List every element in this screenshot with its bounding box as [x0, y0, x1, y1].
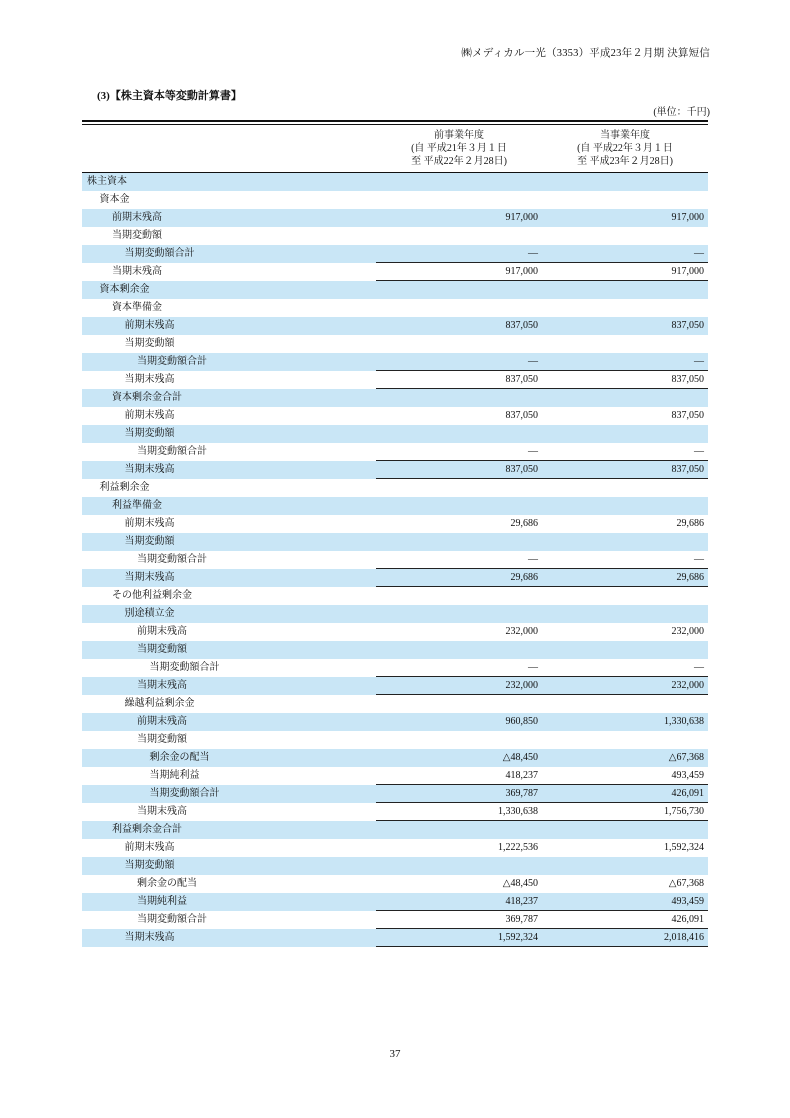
- value-current-year: [542, 389, 708, 407]
- value-previous-year: [376, 641, 542, 659]
- value-current-year: △67,368: [668, 751, 704, 763]
- value-previous-year: △48,450: [502, 751, 538, 763]
- row-label: 株主資本: [87, 175, 127, 187]
- table-row: [82, 857, 708, 875]
- row-values: [376, 371, 708, 389]
- table-row: [82, 191, 708, 209]
- value-previous-year: 1,222,536: [498, 841, 538, 853]
- row-values: [376, 695, 708, 713]
- value-previous-year: 1,330,638: [498, 805, 538, 817]
- row-values: [376, 911, 708, 929]
- table-row: [82, 443, 708, 461]
- table-row: [82, 605, 708, 623]
- table-row: [82, 299, 708, 317]
- row-label: 当期末残高: [124, 463, 175, 475]
- row-values: [376, 677, 708, 695]
- row-label: 当期変動額合計: [137, 913, 207, 925]
- row-label: 前期末残高: [137, 715, 187, 727]
- row-values: [376, 209, 708, 227]
- table-row: [82, 569, 708, 587]
- value-previous-year: 917,000: [505, 265, 538, 277]
- value-current-year: 837,050: [671, 373, 704, 385]
- row-label: 当期末残高: [137, 679, 187, 691]
- value-current-year: 2,018,416: [664, 931, 704, 943]
- row-values: [376, 587, 708, 605]
- row-values: [376, 227, 708, 245]
- value-previous-year: ―: [528, 355, 538, 367]
- table-row: [82, 371, 708, 389]
- document-header: ㈱メディカル一光（3353）平成23年２月期 決算短信: [461, 48, 710, 59]
- table-row: [82, 245, 708, 263]
- value-current-year: [542, 587, 708, 605]
- value-current-year: ―: [694, 661, 704, 673]
- value-previous-year: 29,686: [510, 517, 538, 529]
- row-label: 当期変動額合計: [149, 661, 220, 673]
- row-label: 前期末残高: [112, 211, 162, 223]
- table-row: [82, 335, 708, 353]
- value-current-year: ―: [694, 445, 704, 457]
- value-previous-year: 837,050: [505, 463, 538, 475]
- value-previous-year: 917,000: [505, 211, 538, 223]
- value-current-year: 1,330,638: [664, 715, 704, 727]
- column-header-previous-year: [376, 129, 542, 168]
- column-header-current-year: [542, 129, 708, 168]
- value-current-year: 426,091: [671, 787, 704, 799]
- row-values: [376, 515, 708, 533]
- row-label: 当期末残高: [112, 265, 162, 277]
- value-current-year: [542, 281, 708, 299]
- value-previous-year: 29,686: [510, 571, 538, 583]
- value-previous-year: [376, 695, 542, 713]
- value-current-year: 232,000: [671, 679, 704, 691]
- value-current-year: 426,091: [671, 913, 704, 925]
- value-current-year: 29,686: [676, 517, 704, 529]
- row-values: [376, 731, 708, 749]
- row-values: [376, 245, 708, 263]
- row-label: 資本準備金: [112, 301, 162, 313]
- value-previous-year: [376, 587, 542, 605]
- row-label: 当期純利益: [137, 895, 187, 907]
- table-row: [82, 587, 708, 605]
- table-row: [82, 407, 708, 425]
- row-label: 前期末残高: [124, 517, 175, 529]
- table-row: [82, 731, 708, 749]
- value-current-year: [542, 641, 708, 659]
- row-label: 当期変動額合計: [137, 445, 207, 457]
- row-label: その他利益剰余金: [112, 589, 192, 601]
- column-title: 前事業年度: [434, 129, 484, 141]
- value-current-year: 232,000: [671, 625, 704, 637]
- row-label: 当期変動額: [112, 229, 162, 241]
- value-previous-year: [376, 497, 542, 515]
- row-values: [376, 497, 708, 515]
- row-label: 当期末残高: [124, 373, 175, 385]
- value-current-year: 837,050: [671, 319, 704, 331]
- table-row: [82, 209, 708, 227]
- row-label: 前期末残高: [124, 409, 175, 421]
- value-previous-year: ―: [528, 553, 538, 565]
- row-label: 当期末残高: [124, 571, 175, 583]
- row-values: [376, 803, 708, 821]
- value-previous-year: 837,050: [505, 409, 538, 421]
- section-title: (3)【株主資本等変動計算書】: [97, 90, 242, 102]
- table-row: [82, 821, 708, 839]
- row-values: [376, 641, 708, 659]
- row-values: [376, 749, 708, 767]
- value-current-year: [542, 299, 708, 317]
- value-previous-year: 837,050: [505, 319, 538, 331]
- table-row: [82, 173, 708, 191]
- value-current-year: △67,368: [668, 877, 704, 889]
- value-previous-year: 418,237: [505, 895, 538, 907]
- value-previous-year: [376, 533, 542, 551]
- value-current-year: [542, 533, 708, 551]
- row-values: [376, 353, 708, 371]
- table-row: [82, 659, 708, 677]
- row-values: [376, 479, 708, 497]
- value-current-year: 1,756,730: [664, 805, 704, 817]
- row-values: [376, 659, 708, 677]
- row-label: 当期変動額: [137, 643, 187, 655]
- row-values: [376, 425, 708, 443]
- row-label: 当期変動額合計: [137, 355, 207, 367]
- value-previous-year: [376, 299, 542, 317]
- table-row: [82, 641, 708, 659]
- table-row: [82, 839, 708, 857]
- row-label: 前期末残高: [124, 841, 175, 853]
- row-label: 利益準備金: [112, 499, 162, 511]
- table-header-row: [82, 125, 708, 173]
- value-current-year: ―: [694, 355, 704, 367]
- row-label: 当期純利益: [149, 769, 200, 781]
- row-values: [376, 533, 708, 551]
- table-row: [82, 353, 708, 371]
- value-previous-year: 369,787: [505, 787, 538, 799]
- value-previous-year: [376, 389, 542, 407]
- row-label: 利益剰余金: [99, 481, 150, 493]
- value-previous-year: [376, 821, 542, 839]
- column-title: 当事業年度: [600, 129, 650, 141]
- row-label: 当期変動額: [124, 427, 175, 439]
- value-previous-year: ―: [528, 247, 538, 259]
- value-current-year: [542, 731, 708, 749]
- table-row: [82, 389, 708, 407]
- value-current-year: 1,592,324: [664, 841, 704, 853]
- table-row: [82, 785, 708, 803]
- value-previous-year: 232,000: [505, 679, 538, 691]
- value-previous-year: ―: [528, 445, 538, 457]
- row-values: [376, 407, 708, 425]
- row-label: 資本金: [99, 193, 130, 205]
- row-label: 当期変動額合計: [137, 553, 207, 565]
- row-values: [376, 857, 708, 875]
- table-row: [82, 425, 708, 443]
- value-current-year: [542, 479, 708, 497]
- row-label: 当期変動額: [124, 859, 175, 871]
- table-row: [82, 551, 708, 569]
- equity-change-statement-table: [82, 120, 708, 947]
- row-label: 剰余金の配当: [137, 877, 197, 889]
- value-current-year: [542, 425, 708, 443]
- row-label: 資本剰余金合計: [112, 391, 182, 403]
- value-current-year: 493,459: [671, 769, 704, 781]
- value-current-year: 29,686: [676, 571, 704, 583]
- value-current-year: [542, 191, 708, 209]
- row-label: 当期変動額合計: [149, 787, 220, 799]
- value-current-year: [542, 605, 708, 623]
- row-label: 繰越利益剰余金: [124, 697, 195, 709]
- table-row: [82, 677, 708, 695]
- table-row: [82, 515, 708, 533]
- value-previous-year: 232,000: [505, 625, 538, 637]
- value-current-year: ―: [694, 247, 704, 259]
- row-label: 当期末残高: [137, 805, 187, 817]
- table-row: [82, 695, 708, 713]
- value-previous-year: 418,237: [505, 769, 538, 781]
- row-label: 資本剰余金: [99, 283, 150, 295]
- value-current-year: [542, 695, 708, 713]
- row-values: [376, 443, 708, 461]
- table-row: [82, 227, 708, 245]
- row-label: 前期末残高: [137, 625, 187, 637]
- row-values: [376, 569, 708, 587]
- value-previous-year: ―: [528, 661, 538, 673]
- row-values: [376, 299, 708, 317]
- row-values: [376, 785, 708, 803]
- row-values: [376, 263, 708, 281]
- row-values: [376, 821, 708, 839]
- value-previous-year: [376, 605, 542, 623]
- table-row: [82, 713, 708, 731]
- value-previous-year: 960,850: [505, 715, 538, 727]
- row-label: 当期変動額: [124, 535, 175, 547]
- value-previous-year: [376, 857, 542, 875]
- value-previous-year: [376, 479, 542, 497]
- table-row: [82, 875, 708, 893]
- row-values: [376, 929, 708, 947]
- value-previous-year: [376, 335, 542, 353]
- value-current-year: [542, 173, 708, 191]
- row-values: [376, 389, 708, 407]
- table-row: [82, 929, 708, 947]
- row-values: [376, 335, 708, 353]
- table-row: [82, 533, 708, 551]
- row-values: [376, 191, 708, 209]
- row-values: [376, 893, 708, 911]
- row-label: 剰余金の配当: [149, 751, 210, 763]
- header-label-spacer: [82, 129, 376, 168]
- value-previous-year: 837,050: [505, 373, 538, 385]
- row-label: 当期変動額: [124, 337, 175, 349]
- table-row: [82, 479, 708, 497]
- row-label: 別途積立金: [124, 607, 175, 619]
- row-label: 当期変動額: [137, 733, 187, 745]
- row-values: [376, 461, 708, 479]
- value-current-year: 837,050: [671, 409, 704, 421]
- row-values: [376, 875, 708, 893]
- table-row: [82, 911, 708, 929]
- value-previous-year: [376, 227, 542, 245]
- row-label: 利益剰余金合計: [112, 823, 182, 835]
- value-current-year: [542, 335, 708, 353]
- table-row: [82, 893, 708, 911]
- value-current-year: [542, 857, 708, 875]
- page-number: 37: [389, 1048, 401, 1060]
- row-values: [376, 767, 708, 785]
- value-current-year: 917,000: [671, 211, 704, 223]
- table-row: [82, 263, 708, 281]
- row-values: [376, 605, 708, 623]
- value-previous-year: 369,787: [505, 913, 538, 925]
- value-current-year: [542, 497, 708, 515]
- row-values: [376, 281, 708, 299]
- row-values: [376, 839, 708, 857]
- column-period-to: 至 平成22年２月28日): [411, 155, 507, 167]
- value-current-year: [542, 227, 708, 245]
- table-row: [82, 749, 708, 767]
- table-row: [82, 281, 708, 299]
- value-previous-year: [376, 731, 542, 749]
- value-previous-year: 1,592,324: [498, 931, 538, 943]
- value-current-year: ―: [694, 553, 704, 565]
- row-label: 前期末残高: [124, 319, 175, 331]
- value-previous-year: △48,450: [502, 877, 538, 889]
- value-current-year: 837,050: [671, 463, 704, 475]
- value-previous-year: [376, 173, 542, 191]
- value-current-year: 493,459: [671, 895, 704, 907]
- row-values: [376, 551, 708, 569]
- row-label: 当期末残高: [124, 931, 175, 943]
- value-previous-year: [376, 281, 542, 299]
- row-label: 当期変動額合計: [124, 247, 195, 259]
- value-previous-year: [376, 425, 542, 443]
- value-previous-year: [376, 191, 542, 209]
- table-row: [82, 623, 708, 641]
- column-period-from: (自 平成21年３月１日: [411, 142, 507, 154]
- row-values: [376, 317, 708, 335]
- value-current-year: [542, 821, 708, 839]
- row-values: [376, 623, 708, 641]
- table-row: [82, 317, 708, 335]
- table-row: [82, 803, 708, 821]
- table-row: [82, 461, 708, 479]
- unit-label: (単位：千円): [653, 107, 710, 118]
- value-current-year: 917,000: [671, 265, 704, 277]
- column-period-from: (自 平成22年３月１日: [577, 142, 673, 154]
- row-values: [376, 713, 708, 731]
- table-row: [82, 497, 708, 515]
- table-row: [82, 767, 708, 785]
- row-values: [376, 173, 708, 191]
- column-period-to: 至 平成23年２月28日): [577, 155, 673, 167]
- table-body: [82, 173, 708, 947]
